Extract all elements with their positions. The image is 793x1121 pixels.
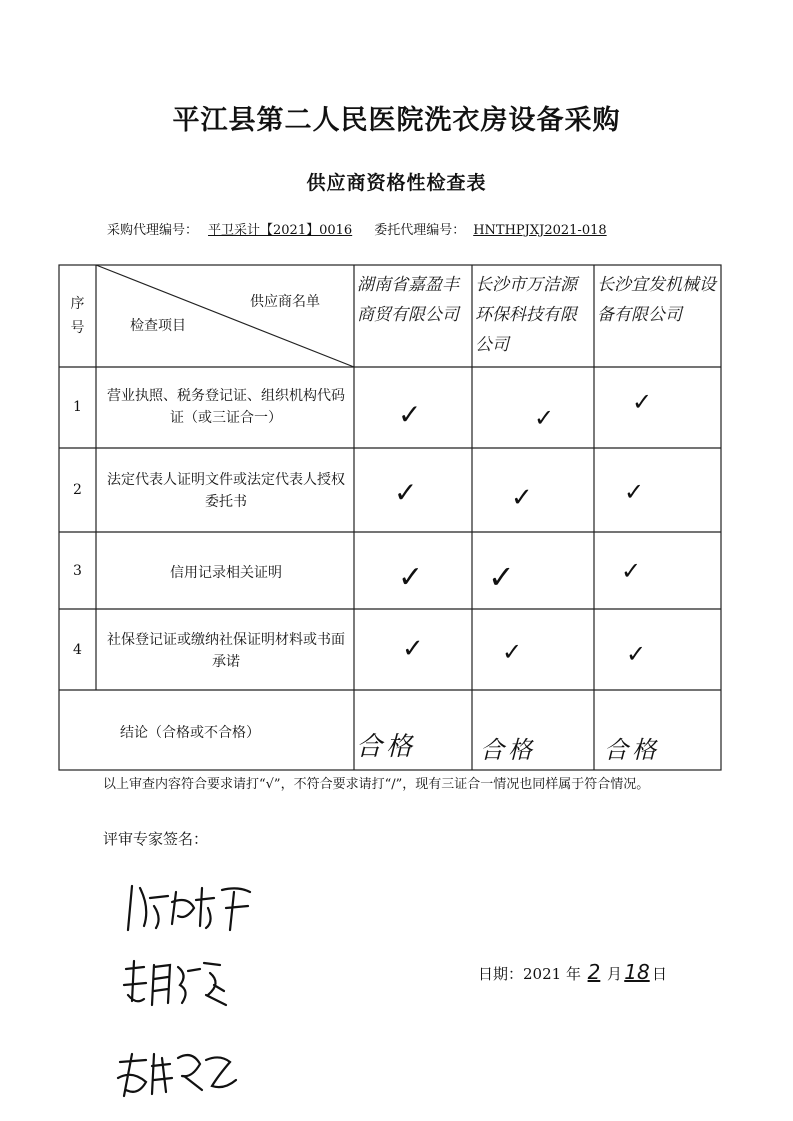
row-4-mark-2: ✓ [502, 638, 523, 666]
expert-signature-1 [110, 878, 270, 938]
supplier-name-2: 长沙市万洁源环保科技有限公司 [475, 275, 577, 355]
row-1-no: 1 [73, 399, 82, 415]
expert-signature-2 [118, 955, 238, 1015]
row-1-item: 营业执照、税务登记证、组织机构代码证（或三证合一） [107, 388, 345, 426]
procurement-no-label: 采购代理编号： [107, 223, 199, 238]
row-3-item: 信用记录相关证明 [170, 565, 282, 581]
date-prefix: 日期：2021 年 [478, 965, 581, 983]
row-2-item: 法定代表人证明文件或法定代表人授权委托书 [107, 472, 345, 510]
conclusion-1: 合格 [356, 732, 417, 762]
entrust-no: HNTHPJXJ2021-018 [473, 223, 607, 238]
supplier-name-3: 长沙宜发机械设备有限公司 [597, 275, 716, 325]
experts-signature-label: 评审专家签名： [103, 830, 209, 848]
row-4-mark-1: ✓ [402, 634, 424, 664]
row-3-mark-1: ✓ [398, 560, 424, 595]
date-day-unit: 日 [651, 965, 667, 983]
header-supplier-list: 供应商名单 [250, 294, 320, 310]
row-1-mark-3: ✓ [632, 388, 653, 416]
row-3-no: 3 [73, 563, 82, 579]
row-1-mark-1: ✓ [398, 398, 422, 431]
row-2-no: 2 [73, 482, 82, 498]
document-title: 平江县第二人民医院洗衣房设备采购 [172, 105, 621, 136]
header-serial-no: 序号 [70, 296, 85, 336]
conclusion-3: 合格 [604, 736, 660, 764]
date-line [478, 960, 667, 984]
row-3-mark-2: ✓ [488, 558, 515, 596]
row-1-mark-2: ✓ [534, 404, 555, 432]
entrust-no-label: 委托代理编号： [374, 223, 466, 238]
date-month: 2 [587, 960, 601, 984]
date-month-unit: 月 [606, 965, 622, 983]
supplier-name-1: 湖南省嘉盈丰商贸有限公司 [357, 275, 459, 325]
expert-signature-3 [112, 1040, 242, 1106]
document-subtitle: 供应商资格性检查表 [306, 172, 487, 194]
instruction-note: 以上审查内容符合要求请打“√”，不符合要求请打“/”，现有三证合一情况也同样属于符合情况。 [103, 777, 650, 792]
row-3-mark-3: ✓ [621, 557, 642, 585]
row-2-mark-1: ✓ [394, 476, 418, 509]
conclusion-2: 合格 [480, 736, 536, 764]
row-4-item: 社保登记证或缴纳社保证明材料或书面承诺 [107, 632, 345, 670]
procurement-no: 平卫采计【2021】0016 [208, 223, 353, 238]
row-2-mark-3: ✓ [624, 478, 645, 506]
row-4-mark-3: ✓ [626, 640, 647, 668]
conclusion-label: 结论（合格或不合格） [120, 725, 260, 741]
row-2-mark-2: ✓ [511, 483, 533, 513]
date-day: 18 [624, 960, 650, 984]
header-check-item: 检查项目 [130, 318, 186, 334]
row-4-no: 4 [73, 642, 82, 658]
